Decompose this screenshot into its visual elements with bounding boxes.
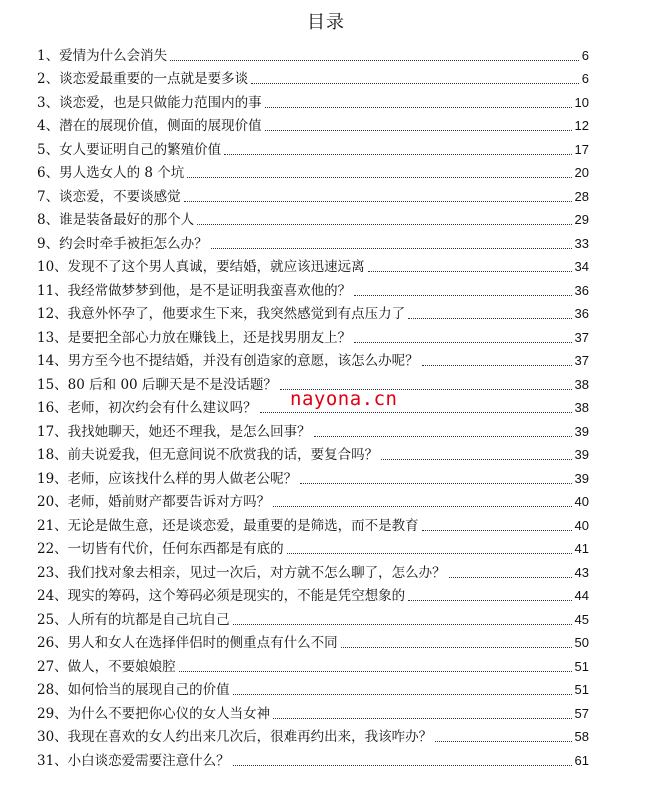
toc-entry[interactable] bbox=[37, 512, 589, 536]
toc-entry-title: 16、老师，初次约会有什么建议吗？ bbox=[37, 400, 257, 416]
toc-entry-title: 22、一切皆有代价，任何东西都是有底的 bbox=[37, 541, 284, 557]
toc-entry[interactable] bbox=[37, 254, 589, 278]
toc-entry-page-number: 33 bbox=[574, 235, 589, 251]
toc-entry-title: 21、无论是做生意，还是谈恋爱，最重要的是筛选，而不是教育 bbox=[37, 517, 419, 534]
toc-entry[interactable] bbox=[37, 160, 589, 184]
toc-entry-title: 26、男人和女人在选择伴侣时的侧重点有什么不同 bbox=[37, 635, 338, 651]
dot-leader bbox=[233, 624, 572, 625]
toc-entry-page-number: 39 bbox=[574, 423, 589, 439]
dot-leader bbox=[211, 248, 572, 249]
toc-entry[interactable] bbox=[37, 630, 589, 654]
toc-entry[interactable] bbox=[37, 230, 589, 254]
dot-leader bbox=[422, 365, 572, 366]
toc-entry-title: 13、是要把全部心力放在赚钱上，还是找男朋友上？ bbox=[37, 329, 352, 346]
toc-entry[interactable] bbox=[37, 207, 589, 231]
toc-entry[interactable] bbox=[37, 301, 589, 325]
dot-leader bbox=[435, 741, 571, 742]
toc-entry-page-number: 40 bbox=[574, 517, 589, 533]
toc-entry-page-number: 36 bbox=[574, 306, 589, 321]
toc-entry-page-number: 6 bbox=[581, 71, 589, 86]
toc-entry[interactable] bbox=[37, 606, 589, 630]
toc-entry[interactable] bbox=[37, 113, 589, 137]
dot-leader bbox=[265, 107, 572, 108]
watermark-text: nayona.cn bbox=[290, 388, 398, 410]
toc-entry-title: 25、人所有的坑都是自己坑自己 bbox=[37, 611, 230, 628]
toc-entry[interactable] bbox=[37, 489, 589, 513]
toc-entry-page-number: 61 bbox=[574, 752, 589, 768]
toc-entry-title: 6、男人选女人的 8 个坑 bbox=[37, 165, 185, 181]
toc-entry-page-number: 38 bbox=[574, 400, 589, 415]
dot-leader bbox=[273, 718, 571, 719]
dot-leader bbox=[354, 342, 571, 343]
toc-entry-title: 4、潜在的展现价值，侧面的展现价值 bbox=[37, 118, 262, 134]
toc-entry[interactable] bbox=[37, 42, 589, 66]
dot-leader bbox=[408, 318, 571, 319]
dot-leader bbox=[300, 483, 571, 484]
toc-entry-title: 19、老师，应该找什么样的男人做老公呢？ bbox=[37, 470, 298, 487]
toc-entry-title: 10、发现不了这个男人真诚，要结婚，就应该迅速远离 bbox=[37, 259, 365, 275]
toc-entry-page-number: 41 bbox=[574, 541, 589, 556]
toc-entry[interactable] bbox=[37, 583, 589, 607]
toc-entry-page-number: 6 bbox=[581, 47, 589, 63]
dot-leader bbox=[273, 506, 571, 507]
toc-entry-page-number: 38 bbox=[574, 376, 589, 392]
toc-entry-title: 15、80 后和 00 后聊天是不是没话题？ bbox=[37, 376, 277, 393]
toc-entry-title: 30、我现在喜欢的女人约出来几次后，很难再约出来，我该咋办？ bbox=[37, 729, 433, 745]
dot-leader bbox=[251, 83, 579, 84]
toc-entry-title: 11、我经常做梦梦到他，是不是证明我蛮喜欢他的？ bbox=[37, 282, 352, 299]
toc-entry[interactable] bbox=[37, 700, 589, 724]
toc-entry[interactable] bbox=[37, 277, 589, 301]
dot-leader bbox=[408, 600, 571, 601]
toc-entry-page-number: 57 bbox=[574, 705, 589, 721]
toc-entry[interactable] bbox=[37, 324, 589, 348]
toc-entry[interactable] bbox=[37, 348, 589, 372]
toc-entry-page-number: 17 bbox=[574, 141, 589, 157]
toc-entry-title: 31、小白谈恋爱需要注意什么？ bbox=[37, 752, 230, 769]
dot-leader bbox=[422, 530, 572, 531]
toc-entry-page-number: 37 bbox=[574, 329, 589, 345]
toc-entry-title: 2、谈恋爱最重要的一点就是要多谈 bbox=[37, 71, 249, 87]
toc-entry[interactable] bbox=[37, 536, 589, 560]
toc-entry-page-number: 39 bbox=[574, 447, 589, 462]
toc-entry-page-number: 12 bbox=[574, 118, 589, 133]
toc-entry[interactable] bbox=[37, 66, 589, 90]
toc-entry[interactable] bbox=[37, 677, 589, 701]
toc-entry-title: 8、谁是装备最好的那个人 bbox=[37, 212, 195, 228]
toc-entry-title: 20、老师，婚前财产都要告诉对方吗？ bbox=[37, 494, 271, 510]
toc-entry-page-number: 36 bbox=[574, 282, 589, 298]
toc-entry-title: 1、爱情为什么会消失 bbox=[37, 47, 168, 64]
toc-entry-title: 7、谈恋爱，不要谈感觉 bbox=[37, 188, 181, 205]
dot-leader bbox=[265, 130, 572, 131]
toc-entry-title: 18、前夫说爱我，但无意间说不欣赏我的话，要复合吗？ bbox=[37, 447, 379, 463]
dot-leader bbox=[170, 60, 579, 61]
toc-entry-title: 27、做人，不要娘娘腔 bbox=[37, 658, 176, 675]
toc-entry-title: 9、约会时牵手被拒怎么办？ bbox=[37, 235, 208, 252]
toc-entry-title: 3、谈恋爱，也是只做能力范围内的事 bbox=[37, 94, 262, 111]
dot-leader bbox=[449, 577, 572, 578]
dot-leader bbox=[314, 436, 572, 437]
toc-entry[interactable] bbox=[37, 442, 589, 466]
toc-entry[interactable] bbox=[37, 89, 589, 113]
toc-entry-title: 17、我找她聊天，她还不理我，是怎么回事？ bbox=[37, 423, 311, 440]
dot-leader bbox=[197, 224, 571, 225]
toc-entry-page-number: 51 bbox=[574, 658, 589, 674]
toc-entry-page-number: 20 bbox=[574, 165, 589, 180]
toc-entry[interactable] bbox=[37, 465, 589, 489]
toc-entry-title: 14、男方至今也不提结婚，并没有创造家的意愿，该怎么办呢？ bbox=[37, 353, 419, 369]
toc-entry-page-number: 45 bbox=[574, 611, 589, 627]
dot-leader bbox=[187, 177, 571, 178]
toc-entry[interactable] bbox=[37, 183, 589, 207]
toc-entry-title: 23、我们找对象去相亲，见过一次后，对方就不怎么聊了，怎么办？ bbox=[37, 564, 446, 581]
toc-entry[interactable] bbox=[37, 418, 589, 442]
dot-leader bbox=[381, 459, 571, 460]
dot-leader bbox=[341, 647, 572, 648]
dot-leader bbox=[233, 694, 572, 695]
dot-leader bbox=[287, 553, 572, 554]
dot-leader bbox=[224, 154, 571, 155]
toc-entry-page-number: 10 bbox=[574, 94, 589, 110]
dot-leader bbox=[368, 271, 572, 272]
toc-entry-title: 28、如何恰当的展现自己的价值 bbox=[37, 682, 230, 698]
toc-entry-page-number: 29 bbox=[574, 212, 589, 227]
toc-entry-page-number: 50 bbox=[574, 635, 589, 650]
toc-entry-page-number: 43 bbox=[574, 564, 589, 580]
toc-entry-title: 12、我意外怀孕了，他要求生下来，我突然感觉到有点压力了 bbox=[37, 306, 406, 322]
toc-entry-page-number: 51 bbox=[574, 682, 589, 697]
toc-entry-title: 29、为什么不要把你心仪的女人当女神 bbox=[37, 705, 271, 722]
toc-entry[interactable] bbox=[37, 653, 589, 677]
toc-entry[interactable] bbox=[37, 559, 589, 583]
toc-entry-page-number: 44 bbox=[574, 588, 589, 603]
toc-entry-title: 24、现实的筹码，这个筹码必须是现实的，不能是凭空想象的 bbox=[37, 588, 406, 604]
toc-entry-page-number: 28 bbox=[574, 188, 589, 204]
dot-leader bbox=[184, 201, 572, 202]
toc-entry-page-number: 40 bbox=[574, 494, 589, 509]
dot-leader bbox=[179, 671, 572, 672]
toc-entry-page-number: 39 bbox=[574, 470, 589, 486]
toc-title: 目录 bbox=[307, 12, 345, 33]
toc-entry-page-number: 58 bbox=[574, 729, 589, 744]
toc-entry[interactable] bbox=[37, 724, 589, 748]
dot-leader bbox=[260, 412, 572, 413]
toc-entry-page-number: 37 bbox=[574, 353, 589, 368]
dot-leader bbox=[354, 295, 571, 296]
toc-entry-page-number: 34 bbox=[574, 259, 589, 274]
toc-entry[interactable] bbox=[37, 136, 589, 160]
toc-entry[interactable] bbox=[37, 747, 589, 771]
dot-leader bbox=[233, 765, 572, 766]
toc-entry-title: 5、女人要证明自己的繁殖价值 bbox=[37, 141, 222, 158]
